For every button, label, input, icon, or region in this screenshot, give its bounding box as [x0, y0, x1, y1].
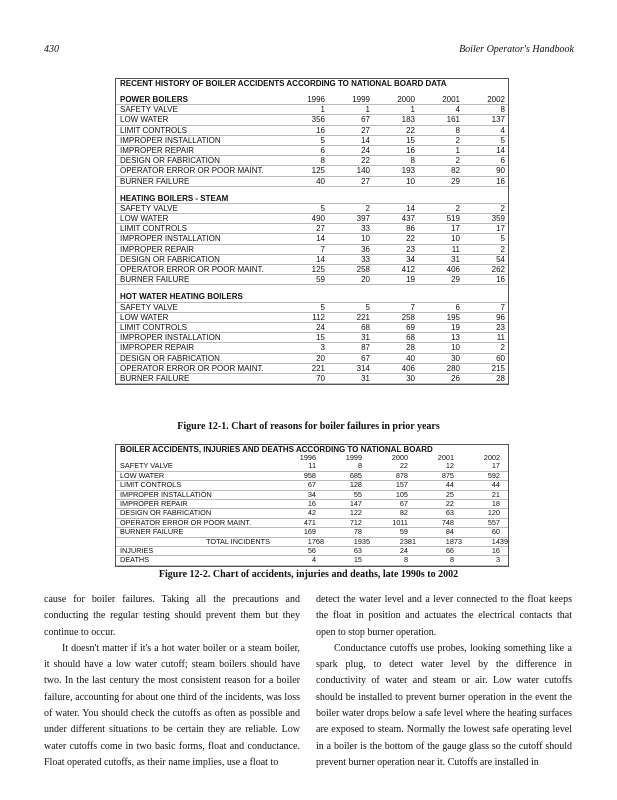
- table-row: [116, 313, 508, 323]
- figure-12-1-caption: Figure 12-1. Chart of reasons for boiler failures in prior years: [177, 421, 440, 432]
- row-label: BURNER FAILURE: [120, 176, 190, 186]
- cell-value: 6: [500, 156, 505, 166]
- cell-value: 8: [455, 125, 460, 135]
- cell-value: 11: [308, 461, 316, 471]
- cell-value: 5: [365, 302, 370, 312]
- cell-value: 125: [311, 265, 325, 274]
- cell-value: 20: [316, 353, 325, 363]
- cell-value: 22: [361, 156, 370, 166]
- cell-value: 22: [406, 125, 415, 135]
- cell-value: 2: [455, 156, 460, 166]
- cell-value: 8: [320, 156, 325, 166]
- cell-value: 60: [496, 353, 505, 363]
- cell-value: 712: [349, 517, 362, 527]
- cell-value: 16: [496, 176, 505, 186]
- cell-value: 7: [320, 244, 325, 254]
- cell-value: 34: [307, 489, 316, 499]
- row-label: DESIGN OR FABRICATION: [120, 156, 220, 166]
- cell-value: 471: [303, 517, 316, 527]
- section-header: [116, 194, 508, 204]
- cell-value: 40: [406, 353, 415, 363]
- row-label: IMPROPER INSTALLATION: [120, 234, 221, 244]
- cell-value: 1011: [392, 517, 408, 527]
- row-label: LIMIT CONTROLS: [120, 224, 187, 234]
- cell-value: 1873: [445, 536, 462, 546]
- cell-value: 6: [320, 145, 325, 155]
- cell-value: 875: [441, 470, 454, 480]
- cell-value: 69: [406, 322, 415, 332]
- cell-value: 137: [491, 115, 505, 125]
- row-label: DESIGN OR FABRICATION: [120, 509, 212, 518]
- cell-value: 8: [500, 105, 505, 115]
- cell-value: 125: [311, 166, 325, 176]
- cell-value: 1: [320, 105, 325, 115]
- cell-value: 105: [395, 489, 408, 499]
- cell-value: 59: [316, 275, 325, 285]
- row-label: OPERATOR ERROR OR POOR MAINT.: [120, 518, 252, 527]
- cell-value: 3: [495, 555, 500, 565]
- cell-value: 157: [395, 480, 408, 490]
- cell-value: 128: [349, 480, 362, 490]
- cell-value: 221: [356, 312, 370, 322]
- cell-value: 1996: [307, 95, 325, 104]
- cell-value: 258: [401, 312, 415, 322]
- cell-value: 1935: [353, 536, 370, 546]
- cell-value: 15: [406, 135, 415, 145]
- row-label: BURNER FAILURE: [120, 373, 190, 383]
- table-row: [116, 136, 508, 146]
- row-label: BURNER FAILURE: [120, 528, 184, 537]
- cell-value: 147: [349, 498, 362, 508]
- body-column-right: [316, 592, 572, 771]
- cell-value: 22: [445, 498, 454, 508]
- cell-value: 2: [455, 135, 460, 145]
- cell-value: 2: [500, 203, 505, 213]
- cell-value: 70: [316, 373, 325, 383]
- table-row: [116, 115, 508, 125]
- running-title: Boiler Operator's Handbook: [459, 44, 574, 55]
- cell-value: 11: [496, 333, 505, 343]
- row-label: BURNER FAILURE: [120, 275, 190, 285]
- cell-value: 26: [451, 373, 460, 383]
- cell-value: 21: [491, 489, 500, 499]
- section-header: [116, 292, 508, 302]
- cell-value: 44: [491, 480, 500, 490]
- row-label: [116, 454, 270, 462]
- cell-value: 490: [311, 214, 325, 224]
- cell-value: 406: [446, 265, 460, 274]
- table1-title: RECENT HISTORY OF BOILER ACCIDENTS ACCORDING TO NATIONAL BOARD DATA: [120, 79, 447, 88]
- cell-value: 42: [307, 508, 316, 518]
- cell-value: 24: [361, 145, 370, 155]
- cell-value: 183: [401, 115, 415, 125]
- cell-value: 15: [353, 555, 362, 565]
- row-label: DESIGN OR FABRICATION: [120, 254, 220, 264]
- cell-value: 18: [491, 498, 500, 508]
- cell-value: 16: [496, 275, 505, 285]
- cell-value: 10: [451, 343, 460, 353]
- row-label: SAFETY VALVE: [120, 105, 178, 115]
- row-label: SAFETY VALVE: [120, 203, 178, 213]
- cell-value: 557: [487, 517, 500, 527]
- cell-value: 1: [455, 145, 460, 155]
- row-label: HEATING BOILERS - STEAM: [120, 193, 229, 203]
- cell-value: 90: [496, 166, 505, 176]
- cell-value: 122: [349, 508, 362, 518]
- row-label: IMPROPER REPAIR: [120, 343, 195, 353]
- cell-value: 685: [349, 470, 362, 480]
- cell-value: 36: [361, 244, 370, 254]
- table-row: [116, 126, 508, 136]
- cell-value: 66: [445, 545, 454, 555]
- table-row: [116, 303, 508, 313]
- row-label: POWER BOILERS: [120, 95, 189, 104]
- cell-value: 27: [316, 224, 325, 234]
- row-label: OPERATOR ERROR OR POOR MAINT.: [120, 265, 264, 274]
- cell-value: 82: [399, 508, 408, 518]
- cell-value: 15: [316, 333, 325, 343]
- cell-value: 4: [311, 555, 316, 565]
- cell-value: 19: [406, 275, 415, 285]
- cell-value: 2002: [483, 453, 500, 462]
- cell-value: 8: [410, 156, 415, 166]
- row-label: IMPROPER REPAIR: [120, 244, 195, 254]
- cell-value: 67: [307, 480, 316, 490]
- cell-value: 7: [500, 302, 505, 312]
- cell-value: 2000: [391, 453, 408, 462]
- cell-value: 67: [361, 353, 370, 363]
- cell-value: 10: [406, 176, 415, 186]
- cell-value: 5: [320, 302, 325, 312]
- row-label: IMPROPER INSTALLATION: [120, 135, 221, 145]
- cell-value: 96: [496, 312, 505, 322]
- cell-value: 4: [455, 105, 460, 115]
- row-label: IMPROPER INSTALLATION: [120, 490, 212, 499]
- cell-value: 23: [496, 322, 505, 332]
- section-header: [116, 95, 508, 105]
- cell-value: 2: [500, 343, 505, 353]
- table-row: [116, 364, 508, 374]
- row-label: LIMIT CONTROLS: [120, 322, 187, 332]
- cell-value: 1768: [307, 536, 324, 546]
- cell-value: 280: [446, 363, 460, 373]
- page-header: [44, 44, 574, 58]
- row-label: DESIGN OR FABRICATION: [120, 353, 220, 363]
- row-label: IMPROPER REPAIR: [120, 145, 195, 155]
- cell-value: 5: [320, 203, 325, 213]
- cell-value: 63: [445, 508, 454, 518]
- page-number: 430: [44, 44, 59, 55]
- table-row: [116, 204, 508, 214]
- cell-value: 112: [312, 312, 325, 322]
- cell-value: 67: [361, 115, 370, 125]
- cell-value: 13: [451, 333, 460, 343]
- row-label: LOW WATER: [120, 312, 169, 322]
- cell-value: 1439: [491, 536, 508, 546]
- cell-value: 359: [491, 214, 505, 224]
- cell-value: 19: [451, 322, 460, 332]
- cell-value: 24: [399, 545, 408, 555]
- cell-value: 31: [451, 254, 460, 264]
- cell-value: 84: [445, 527, 454, 537]
- table-row: [116, 166, 508, 176]
- row-label: LOW WATER: [120, 115, 169, 125]
- cell-value: 10: [451, 234, 460, 244]
- cell-value: 60: [491, 527, 500, 537]
- cell-value: 1: [365, 105, 370, 115]
- cell-value: 33: [361, 224, 370, 234]
- cell-value: 87: [361, 343, 370, 353]
- cell-value: 397: [356, 214, 370, 224]
- table-row: [116, 146, 508, 156]
- cell-value: 1: [410, 105, 415, 115]
- boiler-failure-table: [115, 78, 509, 385]
- cell-value: 314: [356, 363, 370, 373]
- table-row: [116, 323, 508, 333]
- cell-value: 120: [487, 508, 500, 518]
- row-label: IMPROPER REPAIR: [120, 499, 188, 508]
- cell-value: 29: [451, 176, 460, 186]
- cell-value: 16: [491, 545, 500, 555]
- cell-value: 10: [361, 234, 370, 244]
- cell-value: 68: [361, 322, 370, 332]
- cell-value: 86: [406, 224, 415, 234]
- cell-value: 262: [491, 265, 505, 274]
- cell-value: 31: [361, 373, 370, 383]
- cell-value: 20: [361, 275, 370, 285]
- cell-value: 7: [410, 302, 415, 312]
- row-label: LOW WATER: [120, 471, 165, 480]
- cell-value: 1999: [345, 453, 362, 462]
- cell-value: 592: [487, 470, 500, 480]
- table-row: [116, 374, 508, 384]
- cell-value: 40: [316, 176, 325, 186]
- cell-value: 2002: [487, 95, 505, 104]
- cell-value: 14: [496, 145, 505, 155]
- cell-value: 5: [500, 234, 505, 244]
- row-label: SAFETY VALVE: [120, 462, 173, 471]
- cell-value: 14: [406, 203, 415, 213]
- cell-value: 29: [451, 275, 460, 285]
- cell-value: 356: [311, 115, 325, 125]
- table-row: [116, 177, 508, 187]
- paragraph: detect the water level and a lever connected to the float keeps the float in position and actuates the electrical contacts that open to stop burner operation.: [316, 594, 572, 638]
- cell-value: 14: [316, 254, 325, 264]
- table-row: [116, 224, 508, 234]
- cell-value: 17: [451, 224, 460, 234]
- cell-value: 1996: [299, 453, 316, 462]
- cell-value: 34: [406, 254, 415, 264]
- row-label: TOTAL INCIDENTS: [206, 537, 270, 546]
- cell-value: 2001: [437, 453, 454, 462]
- table-row: [116, 343, 508, 353]
- cell-value: 1999: [352, 95, 370, 104]
- paragraph: cause for boiler failures. Taking all the precautions and conducting the regular testing should prevent them but they continue to occur.: [44, 594, 300, 638]
- table-row: [116, 333, 508, 343]
- row-label: HOT WATER HEATING BOILERS: [120, 292, 243, 302]
- cell-value: 28: [496, 373, 505, 383]
- row-label: OPERATOR ERROR OR POOR MAINT.: [120, 166, 264, 176]
- cell-value: 14: [316, 234, 325, 244]
- cell-value: 221: [311, 363, 325, 373]
- table-row: [116, 214, 508, 224]
- row-label: OPERATOR ERROR OR POOR MAINT.: [120, 363, 264, 373]
- cell-value: 17: [491, 461, 500, 471]
- cell-value: 24: [316, 322, 325, 332]
- table-row: [116, 354, 508, 364]
- cell-value: 30: [451, 353, 460, 363]
- cell-value: 6: [455, 302, 460, 312]
- cell-value: 23: [406, 244, 415, 254]
- cell-value: 59: [399, 527, 408, 537]
- cell-value: 193: [401, 166, 415, 176]
- cell-value: 958: [303, 470, 316, 480]
- cell-value: 8: [357, 461, 362, 471]
- row-label: LOW WATER: [120, 214, 169, 224]
- cell-value: 8: [449, 555, 454, 565]
- body-column-left: [44, 592, 300, 771]
- cell-value: 5: [320, 135, 325, 145]
- row-label: DEATHS: [120, 556, 150, 565]
- cell-value: 22: [399, 461, 408, 471]
- table-row: [116, 234, 508, 244]
- cell-value: 2000: [397, 95, 415, 104]
- cell-value: 11: [451, 244, 460, 254]
- table-row: [116, 156, 508, 166]
- cell-value: 4: [500, 125, 505, 135]
- cell-value: 5: [500, 135, 505, 145]
- cell-value: 2: [455, 203, 460, 213]
- cell-value: 2: [500, 244, 505, 254]
- cell-value: 14: [361, 135, 370, 145]
- cell-value: 22: [406, 234, 415, 244]
- table-row: [116, 105, 508, 115]
- row-label: IMPROPER INSTALLATION: [120, 333, 221, 343]
- cell-value: 54: [496, 254, 505, 264]
- cell-value: 17: [496, 224, 505, 234]
- accidents-injuries-deaths-table: [115, 444, 509, 567]
- cell-value: 2381: [399, 536, 416, 546]
- cell-value: 44: [445, 480, 454, 490]
- cell-value: 8: [403, 555, 408, 565]
- cell-value: 67: [399, 498, 408, 508]
- figure-12-2-caption: Figure 12-2. Chart of accidents, injuries and deaths, late 1990s to 2002: [158, 569, 459, 580]
- cell-value: 55: [353, 489, 362, 499]
- cell-value: 16: [406, 145, 415, 155]
- table-row: [116, 265, 508, 275]
- cell-value: 258: [356, 265, 370, 274]
- paragraph: Conductance cutoffs use probes, looking something like a spark plug, to detect water level by the difference in conductivity of water and steam or air. Low water cutoffs should be installed to prevent burner operation in the event the boiler water drops below a safe level where the heating surfaces are exposed to steam. Normally the lowest safe operating level in a boiler is the bottom of the gauge glass so the cutoff should prevent burner operation near it. Cutoffs are installed in: [316, 642, 573, 768]
- cell-value: 2: [365, 203, 370, 213]
- row-label: LIMIT CONTROLS: [120, 481, 182, 490]
- cell-value: 16: [316, 125, 325, 135]
- cell-value: 30: [406, 373, 415, 383]
- cell-value: 437: [401, 214, 415, 224]
- cell-value: 195: [446, 312, 460, 322]
- cell-value: 519: [446, 214, 460, 224]
- cell-value: 16: [307, 498, 316, 508]
- table-row: [116, 245, 508, 255]
- cell-value: 56: [307, 545, 316, 555]
- table-row: [116, 275, 508, 285]
- cell-value: 31: [361, 333, 370, 343]
- row-label: LIMIT CONTROLS: [120, 125, 187, 135]
- cell-value: 78: [353, 527, 362, 537]
- cell-value: 82: [451, 166, 460, 176]
- cell-value: 68: [406, 333, 415, 343]
- row-label: SAFETY VALVE: [120, 302, 178, 312]
- cell-value: 748: [441, 517, 454, 527]
- cell-value: 28: [406, 343, 415, 353]
- table-row: [116, 255, 508, 265]
- cell-value: 12: [445, 461, 454, 471]
- cell-value: 412: [401, 265, 415, 274]
- cell-value: 3: [320, 343, 325, 353]
- cell-value: 2001: [442, 95, 460, 104]
- row-label: INJURIES: [120, 546, 154, 555]
- cell-value: 169: [303, 527, 316, 537]
- cell-value: 33: [361, 254, 370, 264]
- cell-value: 878: [395, 470, 408, 480]
- cell-value: 27: [361, 125, 370, 135]
- cell-value: 140: [356, 166, 370, 176]
- cell-value: 63: [353, 545, 362, 555]
- cell-value: 406: [401, 363, 415, 373]
- cell-value: 161: [446, 115, 460, 125]
- table2-title: BOILER ACCIDENTS, INJURIES AND DEATHS ACCORDING TO NATIONAL BOARD: [120, 445, 433, 454]
- paragraph: It doesn't matter if it's a hot water boiler or a steam boiler, it should have a low water cutoff; steam boilers should have two. In the last century the most consistent reason for a boiler failure, accounting for about one third of the incidents, was loss of water. You should check the cutoffs as often as possible and under different situations to be certain they are reliable. Low water cutoffs come in two basic forms, float and conductance. Float operated cutoffs, as their name implies, use a float to: [44, 642, 300, 768]
- cell-value: 27: [361, 176, 370, 186]
- cell-value: 25: [445, 489, 454, 499]
- cell-value: 215: [491, 363, 505, 373]
- table-row: [116, 556, 508, 565]
